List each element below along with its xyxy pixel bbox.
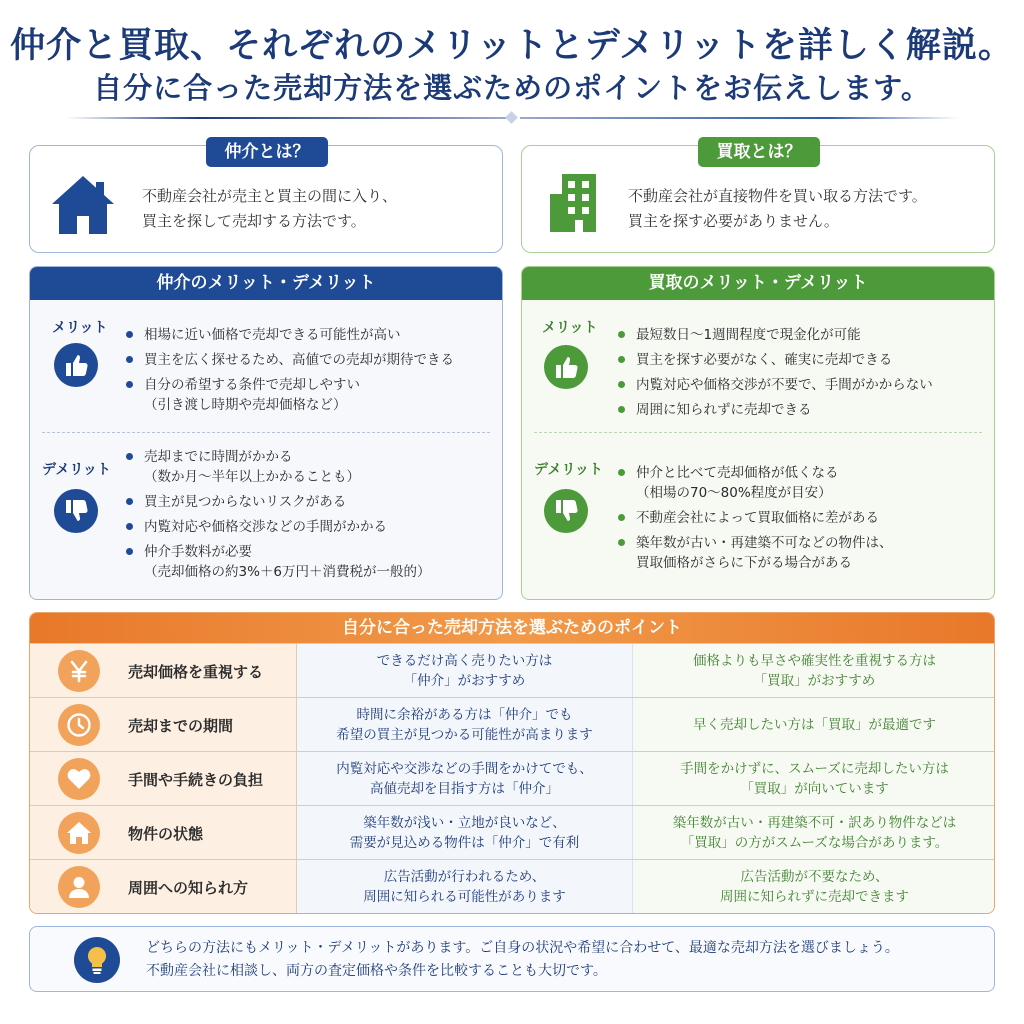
advice-box [29,926,995,992]
kaitori-demerit-label: デメリット [534,462,603,478]
thumbs-up-icon [54,343,98,387]
chukai-cell: 時間に余裕がある方は「仲介」でも 希望の買主が見つかる可能性が高まります [297,698,633,751]
chukai-panel [29,266,503,600]
chukai-cell: できるだけ高く売りたい方は 「仲介」がおすすめ [297,644,633,697]
points-table-title: 自分に合った売却方法を選ぶためのポイント [30,613,994,643]
point-label: 売却までの期間 [128,717,234,735]
list-item: 内覧対応や価格交渉などの手間がかかる [126,517,431,537]
chukai-demerit-label: デメリット [42,462,111,478]
list-item: 買主が見つからないリスクがある [126,492,431,512]
list-item: 不動産会社によって買取価格に差がある [618,508,893,528]
advice-text: どちらの方法にもメリット・デメリットがあります。ご自身の状況や希望に合わせて、最適な売却方法を選びましょう。 不動産会社に相談し、両方の査定価格や条件を比較することも大切です。 [146,940,899,979]
list-item: 買主を探す必要がなく、確実に売却できる [618,350,933,370]
chukai-merit-label: メリット [52,320,108,336]
chukai-cell: 内覧対応や交渉などの手間をかけてでも、 高値売却を目指す方は「仲介」 [297,752,633,805]
chukai-cell: 築年数が浅い・立地が良いなど、 需要が見込める物件は「仲介」で有利 [297,806,633,859]
list-item: 周囲に知られずに売却できる [618,400,933,420]
kaitori-definition-text: 不動産会社が直接物件を買い取る方法です。 買主を探す必要がありません。 [628,187,927,230]
chukai-definition-tag: 仲介とは？ [206,137,328,167]
chukai-definition-text: 不動産会社が売主と買主の間に入り、 買主を探して売却する方法です。 [142,187,398,230]
house-icon [50,174,116,236]
table-row [30,805,995,859]
thumbs-down-icon [544,489,588,533]
chukai-divider [42,432,490,433]
list-item: 自分の希望する条件で売却しやすい （引き渡し時期や売却価格など） [126,375,454,415]
yen-icon [58,650,100,692]
list-item: 築年数が古い・再建築不可などの物件は、 買取価格がさらに下がる場合がある [618,533,893,573]
title-divider-left [66,117,506,119]
chukai-demerit-list [126,447,431,587]
page-subtitle: 自分に合った売却方法を選ぶためのポイントをお伝えします。 [93,71,931,105]
kaitori-cell: 広告活動が不要なため、 周囲に知られずに売却できます [633,860,995,913]
page-title: 仲介と買取、それぞれのメリットとデメリットを詳しく解説。 [10,26,1014,66]
thumbs-up-icon [544,345,588,389]
kaitori-merit-label: メリット [542,320,598,336]
thumbs-down-icon [54,489,98,533]
table-row [30,643,995,697]
kaitori-cell: 築年数が古い・再建築不可・訳あり物件などは 「買取」の方がスムーズな場合があります。 [633,806,995,859]
points-table [29,612,995,914]
list-item: 買主を広く探せるため、高値での売却が期待できる [126,350,454,370]
list-item: 相場に近い価格で売却できる可能性が高い [126,325,454,345]
kaitori-panel-title: 買取のメリット・デメリット [522,267,994,300]
chukai-definition-box [29,142,503,253]
title-divider-diamond [505,111,518,124]
list-item: 最短数日〜1週間程度で現金化が可能 [618,325,933,345]
list-item: 仲介手数料が必要 （売却価格の約3%＋6万円＋消費税が一般的） [126,542,431,582]
kaitori-cell: 価格よりも早さや確実性を重視する方は 「買取」がおすすめ [633,644,995,697]
chukai-merit-list [126,325,454,420]
table-row [30,751,995,805]
lightbulb-icon [74,937,120,983]
point-label: 売却価格を重視する [128,663,264,681]
point-label: 物件の状態 [128,825,204,843]
building-icon [548,172,604,234]
list-item: 仲介と比べて売却価格が低くなる （相場の70〜80%程度が目安） [618,463,893,503]
kaitori-demerit-list [618,463,893,578]
chukai-cell: 広告活動が行われるため、 周囲に知られる可能性があります [297,860,633,913]
table-row [30,697,995,751]
title-divider-right [520,117,960,119]
chukai-panel-title: 仲介のメリット・デメリット [30,267,502,300]
kaitori-panel [521,266,995,600]
kaitori-cell: 早く売却したい方は「買取」が最適です [633,698,995,751]
kaitori-cell: 手間をかけずに、スムーズに売却したい方は 「買取」が向いています [633,752,995,805]
point-label: 周囲への知られ方 [128,879,249,897]
point-label: 手間や手続きの負担 [128,771,264,789]
clock-icon [58,704,100,746]
kaitori-merit-list [618,325,933,425]
kaitori-divider [534,432,982,433]
house-icon [58,812,100,854]
table-row [30,859,995,913]
kaitori-definition-tag: 買取とは？ [698,137,820,167]
person-icon [58,866,100,908]
kaitori-definition-box [521,142,995,253]
heart-icon [58,758,100,800]
list-item: 売却までに時間がかかる （数か月〜半年以上かかることも） [126,447,431,487]
list-item: 内覧対応や価格交渉が不要で、手間がかからない [618,375,933,395]
